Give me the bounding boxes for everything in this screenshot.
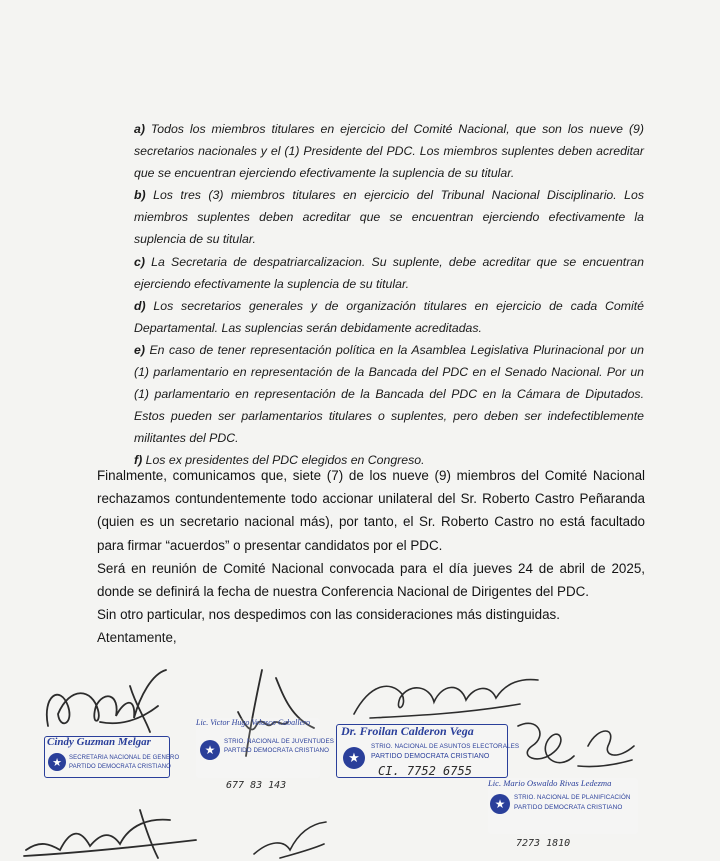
list-item-d: d) Los secretarios generales y de organización titulares en ejercicio de cada Comité Departamental. Las suplencias serán debidamente acreditadas.: [134, 298, 644, 335]
closing-salutation: Atentamente,: [97, 630, 177, 646]
list-item-c: c) La Secretaria de despatriarcalizacion. Su suplente, debe acreditar que se encuentran ejerciendo efectivamente la suplencia de su titular.: [134, 254, 644, 291]
stamp-mario-name: Lic. Mario Oswaldo Rivas Ledezma: [488, 778, 612, 788]
star-icon: ★: [48, 753, 66, 771]
stamp-cindy: [44, 736, 180, 778]
signature-bottom-left: [20, 810, 200, 860]
paragraph-finalmente: Finalmente, comunicamos que, siete (7) de los nueve (9) miembros del Comité Nacional rechazamos contundentemente todo accionar unilateral del Sr. Roberto Castro Peñaranda (quien es un secretario nacional más), por tanto, el Sr. Roberto Castro no está facultado para firmar “acuerdos” o presentar candidatos por el PDC.: [97, 468, 645, 553]
stamp-victor-title: STRIO. NACIONAL DE JUVENTUDES: [224, 738, 334, 745]
star-icon: ★: [343, 747, 365, 769]
star-icon: ★: [200, 740, 220, 760]
stamp-froilan-title: STRIO. NACIONAL DE ASUNTOS ELECTORALES: [371, 743, 520, 750]
stamp-mario: [488, 778, 638, 834]
signature-bottom-middle: [250, 820, 330, 860]
signature-cindy: [40, 666, 170, 736]
list-item-a: a) Todos los miembros titulares en ejercicio del Comité Nacional, que son los nueve (9) secretarios nacionales y el (1) Presidente del PDC. Los miembros suplentes deben acreditar que se encuentran ejerciendo efectivamente la suplencia de su titular.: [134, 122, 644, 181]
star-icon: ★: [490, 794, 510, 814]
handwritten-ci-froilan: CI. 7752 6755: [378, 764, 472, 778]
stamp-victor-party: PARTIDO DEMOCRATA CRISTIANO: [224, 747, 330, 754]
handwritten-ci-mario: 7273 1810: [516, 838, 571, 849]
stamp-froilan-name: Dr. Froilan Calderon Vega: [341, 724, 474, 738]
stamp-froilan-party: PARTIDO DEMOCRATA CRISTIANO: [371, 753, 490, 760]
stamp-victor: [196, 718, 334, 778]
list-item-f: f) Los ex presidentes del PDC elegidos en Congreso.: [134, 453, 425, 468]
signature-mario: [508, 716, 638, 776]
stamp-cindy-party: PARTIDO DEMOCRATA CRISTIANO: [69, 764, 171, 770]
stamp-cindy-name: Cindy Guzman Melgar: [47, 736, 151, 748]
paragraph-despedida: Sin otro particular, nos despedimos con las consideraciones más distinguidas.: [97, 607, 560, 623]
stamp-cindy-title: SECRETARIA NACIONAL DE GENERO: [69, 755, 180, 761]
list-item-e: e) En caso de tener representación política en la Asamblea Legislativa Plurinacional por un (1) parlamentario en representación de la Bancada del PDC en el Senado Nacional. Por un (1) parlamentario en representación de la Bancada del PDC en la Cámara de Diputados. Estos pueden ser parlamentarios titulares o suplentes, pero deben ser indefectiblemente militantes del PDC.: [134, 342, 644, 446]
stamp-victor-name: Lic. Victor Hugo Velasco Caballero: [196, 718, 310, 727]
signature-area: [0, 660, 720, 861]
paragraph-reunion: Será en reunión de Comité Nacional convocada para el día jueves 24 de abril de 2025, donde se definirá la fecha de nuestra Conferencia Nacional de Dirigentes del PDC.: [97, 560, 645, 600]
list-item-b: b) Los tres (3) miembros titulares en ejercicio del Tribunal Nacional Disciplinario. Los miembros suplentes deben acreditar que se encuentran ejerciendo efectivamente la suplencia de su titular.: [134, 188, 644, 247]
handwritten-ci-victor: 677 83 143: [226, 780, 287, 791]
stamp-mario-party: PARTIDO DEMOCRATA CRISTIANO: [514, 804, 623, 811]
stamp-mario-title: STRIO. NACIONAL DE PLANIFICACIÓN: [514, 794, 631, 801]
body-text: [97, 464, 645, 649]
list-of-members: [134, 118, 644, 472]
